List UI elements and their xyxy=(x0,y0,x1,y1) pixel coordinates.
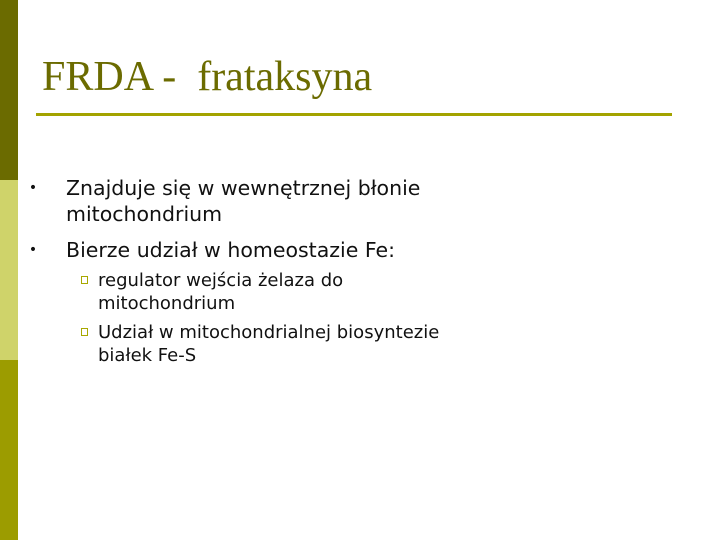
square-bullet-icon xyxy=(81,328,88,336)
square-bullet-icon xyxy=(81,276,88,284)
round-bullet-icon: • xyxy=(28,242,38,258)
sub-bullet-text: regulator wejścia żelaza do mitochondrium xyxy=(98,270,344,314)
bullet-text: Bierze udział w homeostazie Fe: xyxy=(66,238,396,262)
sidebar-band-mid xyxy=(0,360,18,540)
sub-bullet-text: Udział w mitochondrialnej biosyntezie białek Fe-S xyxy=(98,322,440,366)
bullet-text: Znajduje się w wewnętrznej błonie mitochondrium xyxy=(66,176,421,226)
sidebar-band-dark xyxy=(0,0,18,180)
title-underline xyxy=(36,113,672,116)
round-bullet-icon: • xyxy=(28,180,38,196)
slide-title: FRDA - frataksyna xyxy=(42,54,373,100)
sidebar-band-light xyxy=(0,180,18,360)
